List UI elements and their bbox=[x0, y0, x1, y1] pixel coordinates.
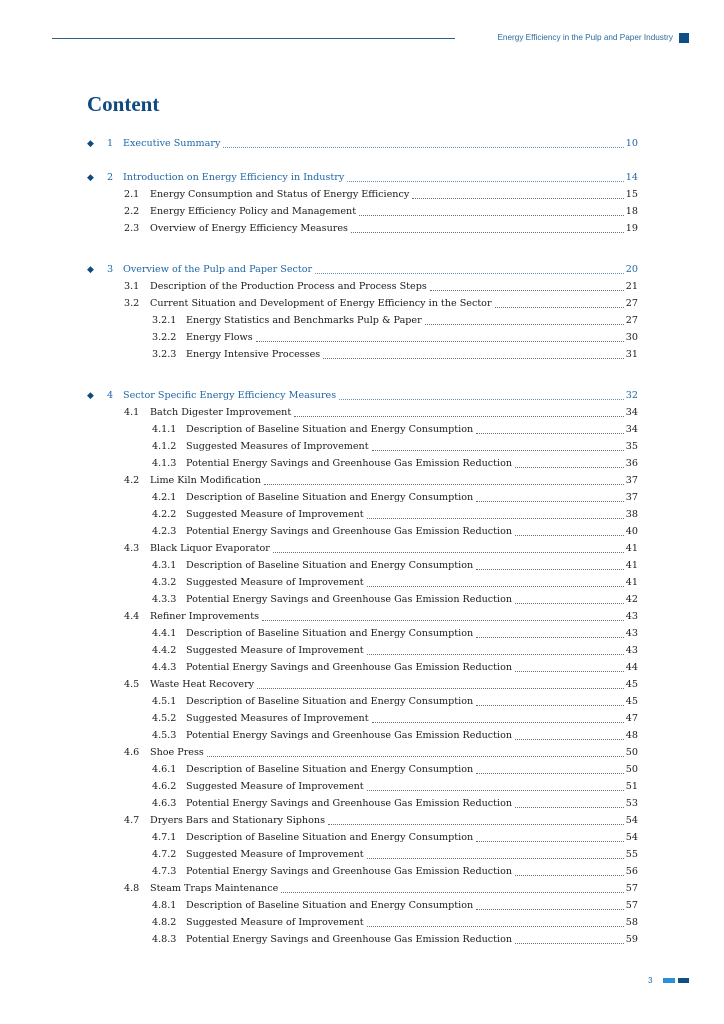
toc-page-number: 48 bbox=[625, 730, 638, 741]
toc-number: 4.2 bbox=[124, 475, 140, 486]
toc-page-number: 45 bbox=[625, 679, 638, 690]
toc-leader-dots bbox=[315, 272, 624, 274]
toc-entry[interactable] bbox=[124, 297, 638, 311]
toc-number: 4.3 bbox=[124, 543, 140, 554]
toc-page-number: 43 bbox=[625, 628, 638, 639]
toc-number: 2.2 bbox=[124, 206, 140, 217]
toc-entry[interactable] bbox=[152, 831, 638, 845]
toc-number: 4.7.3 bbox=[152, 866, 177, 877]
toc-page-number: 18 bbox=[625, 206, 638, 217]
toc-number: 4.1.2 bbox=[152, 441, 177, 452]
toc-leader-dots bbox=[476, 432, 624, 434]
toc-number: 4.4.3 bbox=[152, 662, 177, 673]
toc-number: 4.4.1 bbox=[152, 628, 177, 639]
toc-label: Description of Baseline Situation and Energy Consumption bbox=[186, 900, 474, 911]
toc-page-number: 15 bbox=[625, 189, 638, 200]
toc-number: 4.4 bbox=[124, 611, 140, 622]
toc-leader-dots bbox=[515, 874, 624, 876]
toc-number: 4.6.3 bbox=[152, 798, 177, 809]
toc-label: Suggested Measures of Improvement bbox=[186, 713, 369, 724]
toc-entry[interactable] bbox=[152, 440, 638, 454]
toc-leader-dots bbox=[425, 323, 624, 325]
toc-page-number: 10 bbox=[625, 138, 638, 149]
toc-entry[interactable] bbox=[152, 525, 638, 539]
toc-entry[interactable] bbox=[124, 678, 638, 692]
toc-label: Potential Energy Savings and Greenhouse Gas Emission Reduction bbox=[186, 594, 513, 605]
toc-entry[interactable] bbox=[152, 576, 638, 590]
toc-leader-dots bbox=[262, 619, 624, 621]
toc-number: 4.2.2 bbox=[152, 509, 177, 520]
toc-leader-dots bbox=[367, 925, 624, 927]
toc-leader-dots bbox=[515, 602, 624, 604]
toc-entry[interactable] bbox=[124, 188, 638, 202]
toc-page-number: 38 bbox=[625, 509, 638, 520]
toc-entry[interactable] bbox=[152, 348, 638, 362]
toc-entry[interactable] bbox=[124, 280, 638, 294]
footer-bar-light bbox=[663, 978, 675, 983]
toc-label: Dryers Bars and Stationary Siphons bbox=[150, 815, 325, 826]
toc-number: 4.8.1 bbox=[152, 900, 177, 911]
toc-label: Suggested Measure of Improvement bbox=[186, 781, 364, 792]
toc-label: Energy Intensive Processes bbox=[186, 349, 321, 360]
toc-leader-dots bbox=[515, 738, 624, 740]
toc-leader-dots bbox=[339, 398, 624, 400]
toc-leader-dots bbox=[372, 721, 624, 723]
toc-entry[interactable] bbox=[124, 205, 638, 219]
toc-entry[interactable] bbox=[152, 644, 638, 658]
toc-label: Energy Statistics and Benchmarks Pulp & Paper bbox=[186, 315, 422, 326]
toc-page-number: 41 bbox=[625, 577, 638, 588]
toc-leader-dots bbox=[367, 653, 624, 655]
toc-leader-dots bbox=[281, 891, 624, 893]
toc-label: Suggested Measure of Improvement bbox=[186, 509, 364, 520]
toc-page-number: 37 bbox=[625, 475, 638, 486]
toc-number: 4.8 bbox=[124, 883, 140, 894]
toc-label: Description of Baseline Situation and Energy Consumption bbox=[186, 764, 474, 775]
toc-page-number: 53 bbox=[625, 798, 638, 809]
toc-page-number: 50 bbox=[625, 764, 638, 775]
toc-number: 4 bbox=[107, 390, 114, 401]
toc-entry[interactable] bbox=[124, 406, 638, 420]
toc-entry[interactable] bbox=[107, 171, 638, 185]
toc-entry[interactable] bbox=[152, 695, 638, 709]
toc-entry[interactable] bbox=[124, 814, 638, 828]
toc-page-number: 43 bbox=[625, 645, 638, 656]
toc-number: 1 bbox=[107, 138, 114, 149]
toc-label: Description of Baseline Situation and Energy Consumption bbox=[186, 492, 474, 503]
toc-entry[interactable] bbox=[152, 593, 638, 607]
toc-leader-dots bbox=[476, 704, 624, 706]
toc-page-number: 55 bbox=[625, 849, 638, 860]
toc-page-number: 44 bbox=[625, 662, 638, 673]
toc-number: 2.1 bbox=[124, 189, 140, 200]
toc-label: Description of Baseline Situation and Energy Consumption bbox=[186, 628, 474, 639]
toc-number: 3 bbox=[107, 264, 114, 275]
toc-entry[interactable] bbox=[152, 627, 638, 641]
toc-entry[interactable] bbox=[152, 916, 638, 930]
toc-entry[interactable] bbox=[107, 263, 638, 277]
toc-number: 3.2 bbox=[124, 298, 140, 309]
toc-number: 3.2.3 bbox=[152, 349, 177, 360]
toc-entry[interactable] bbox=[124, 610, 638, 624]
toc-page-number: 35 bbox=[625, 441, 638, 452]
toc-entry[interactable] bbox=[107, 137, 638, 151]
toc-number: 4.3.1 bbox=[152, 560, 177, 571]
toc-number: 4.4.2 bbox=[152, 645, 177, 656]
toc-leader-dots bbox=[476, 840, 624, 842]
toc-leader-dots bbox=[476, 500, 624, 502]
toc-page-number: 56 bbox=[625, 866, 638, 877]
toc-page-number: 31 bbox=[625, 349, 638, 360]
toc-entry[interactable] bbox=[152, 491, 638, 505]
toc-number: 4.8.3 bbox=[152, 934, 177, 945]
toc-label: Black Liquor Evaporator bbox=[150, 543, 270, 554]
toc-page-number: 34 bbox=[625, 424, 638, 435]
toc-number: 4.7.2 bbox=[152, 849, 177, 860]
toc-label: Description of Baseline Situation and Energy Consumption bbox=[186, 696, 474, 707]
toc-leader-dots bbox=[294, 415, 624, 417]
toc-label: Overview of the Pulp and Paper Sector bbox=[123, 264, 313, 275]
toc-entry[interactable] bbox=[152, 331, 638, 345]
toc-entry[interactable] bbox=[107, 389, 638, 403]
toc-page-number: 57 bbox=[625, 900, 638, 911]
toc-leader-dots bbox=[515, 806, 624, 808]
toc-leader-dots bbox=[372, 449, 624, 451]
toc-entry[interactable] bbox=[152, 865, 638, 879]
toc-page-number: 21 bbox=[625, 281, 638, 292]
toc-number: 4.2.1 bbox=[152, 492, 177, 503]
toc-leader-dots bbox=[207, 755, 624, 757]
toc-leader-dots bbox=[223, 146, 623, 148]
toc-label: Steam Traps Maintenance bbox=[150, 883, 279, 894]
toc-number: 2 bbox=[107, 172, 114, 183]
toc-leader-dots bbox=[430, 289, 624, 291]
toc-entry[interactable] bbox=[152, 314, 638, 328]
toc-leader-dots bbox=[256, 340, 624, 342]
toc-leader-dots bbox=[367, 517, 624, 519]
diamond-icon: ◆ bbox=[87, 391, 94, 401]
toc-leader-dots bbox=[257, 687, 624, 689]
toc-number: 4.5 bbox=[124, 679, 140, 690]
toc-label: Batch Digester Improvement bbox=[150, 407, 292, 418]
toc-leader-dots bbox=[476, 772, 624, 774]
toc-page-number: 54 bbox=[625, 815, 638, 826]
toc-leader-dots bbox=[367, 789, 624, 791]
toc-page-number: 57 bbox=[625, 883, 638, 894]
toc-leader-dots bbox=[264, 483, 624, 485]
toc-page-number: 58 bbox=[625, 917, 638, 928]
toc-number: 3.2.1 bbox=[152, 315, 177, 326]
toc-label: Energy Efficiency Policy and Management bbox=[150, 206, 357, 217]
toc-label: Potential Energy Savings and Greenhouse Gas Emission Reduction bbox=[186, 934, 513, 945]
toc-leader-dots bbox=[412, 197, 624, 199]
toc-entry[interactable] bbox=[152, 508, 638, 522]
toc-page-number: 37 bbox=[625, 492, 638, 503]
toc-number: 4.8.2 bbox=[152, 917, 177, 928]
toc-number: 4.5.1 bbox=[152, 696, 177, 707]
toc-leader-dots bbox=[515, 942, 624, 944]
toc-entry[interactable] bbox=[152, 848, 638, 862]
toc-leader-dots bbox=[359, 214, 624, 216]
toc-label: Description of Baseline Situation and Energy Consumption bbox=[186, 560, 474, 571]
toc-page-number: 50 bbox=[625, 747, 638, 758]
toc-page-number: 47 bbox=[625, 713, 638, 724]
toc-leader-dots bbox=[515, 466, 624, 468]
toc-label: Waste Heat Recovery bbox=[150, 679, 255, 690]
toc-number: 4.1 bbox=[124, 407, 140, 418]
toc-page-number: 27 bbox=[625, 315, 638, 326]
toc-label: Potential Energy Savings and Greenhouse Gas Emission Reduction bbox=[186, 458, 513, 469]
toc-leader-dots bbox=[495, 306, 624, 308]
toc-leader-dots bbox=[476, 636, 624, 638]
toc-page-number: 59 bbox=[625, 934, 638, 945]
toc-label: Introduction on Energy Efficiency in Industry bbox=[123, 172, 345, 183]
toc-label: Description of Baseline Situation and Energy Consumption bbox=[186, 832, 474, 843]
toc-page-number: 19 bbox=[625, 223, 638, 234]
toc-page-number: 54 bbox=[625, 832, 638, 843]
toc-page-number: 45 bbox=[625, 696, 638, 707]
toc-label: Energy Consumption and Status of Energy Efficiency bbox=[150, 189, 410, 200]
toc-page-number: 36 bbox=[625, 458, 638, 469]
toc-entry[interactable] bbox=[152, 423, 638, 437]
toc-page-number: 43 bbox=[625, 611, 638, 622]
toc-entry[interactable] bbox=[152, 899, 638, 913]
running-header: Energy Efficiency in the Pulp and Paper Industry bbox=[497, 33, 673, 42]
toc-leader-dots bbox=[367, 585, 624, 587]
toc-number: 4.1.1 bbox=[152, 424, 177, 435]
toc-number: 4.6 bbox=[124, 747, 140, 758]
toc-leader-dots bbox=[476, 908, 624, 910]
toc-number: 2.3 bbox=[124, 223, 140, 234]
toc-page-number: 42 bbox=[625, 594, 638, 605]
toc-entry[interactable] bbox=[152, 559, 638, 573]
toc-number: 4.3.3 bbox=[152, 594, 177, 605]
footer-bar-dark bbox=[678, 978, 689, 983]
toc-leader-dots bbox=[323, 357, 624, 359]
toc-leader-dots bbox=[476, 568, 624, 570]
toc-entry[interactable] bbox=[152, 729, 638, 743]
page-title: Content bbox=[87, 92, 160, 116]
toc-label: Potential Energy Savings and Greenhouse Gas Emission Reduction bbox=[186, 730, 513, 741]
toc-number: 4.3.2 bbox=[152, 577, 177, 588]
toc-page-number: 20 bbox=[625, 264, 638, 275]
toc-label: Description of Baseline Situation and Energy Consumption bbox=[186, 424, 474, 435]
toc-label: Potential Energy Savings and Greenhouse Gas Emission Reduction bbox=[186, 662, 513, 673]
toc-label: Suggested Measure of Improvement bbox=[186, 645, 364, 656]
toc-label: Lime Kiln Modification bbox=[150, 475, 261, 486]
toc-page-number: 41 bbox=[625, 560, 638, 571]
diamond-icon: ◆ bbox=[87, 173, 94, 183]
toc-label: Potential Energy Savings and Greenhouse Gas Emission Reduction bbox=[186, 866, 513, 877]
toc-entry[interactable] bbox=[124, 222, 638, 236]
toc-leader-dots bbox=[515, 534, 624, 536]
toc-number: 4.1.3 bbox=[152, 458, 177, 469]
toc-page-number: 41 bbox=[625, 543, 638, 554]
toc-entry[interactable] bbox=[152, 712, 638, 726]
toc-page-number: 27 bbox=[625, 298, 638, 309]
toc-entry[interactable] bbox=[152, 763, 638, 777]
toc-label: Executive Summary bbox=[123, 138, 221, 149]
toc-leader-dots bbox=[351, 231, 624, 233]
toc-entry[interactable] bbox=[124, 882, 638, 896]
toc-entry[interactable] bbox=[152, 780, 638, 794]
toc-entry[interactable] bbox=[152, 457, 638, 471]
toc-label: Refiner Improvements bbox=[150, 611, 260, 622]
toc-label: Description of the Production Process and Process Steps bbox=[150, 281, 427, 292]
page-number: 3 bbox=[648, 976, 653, 985]
toc-entry[interactable] bbox=[124, 542, 638, 556]
toc-number: 4.5.3 bbox=[152, 730, 177, 741]
toc-page-number: 32 bbox=[625, 390, 638, 401]
diamond-icon: ◆ bbox=[87, 265, 94, 275]
toc-leader-dots bbox=[273, 551, 624, 553]
toc-entry[interactable] bbox=[124, 746, 638, 760]
toc-number: 4.7 bbox=[124, 815, 140, 826]
toc-label: Potential Energy Savings and Greenhouse Gas Emission Reduction bbox=[186, 798, 513, 809]
toc-number: 4.2.3 bbox=[152, 526, 177, 537]
toc-number: 4.6.1 bbox=[152, 764, 177, 775]
toc-number: 4.7.1 bbox=[152, 832, 177, 843]
toc-number: 4.5.2 bbox=[152, 713, 177, 724]
toc-leader-dots bbox=[328, 823, 624, 825]
toc-label: Shoe Press bbox=[150, 747, 204, 758]
toc-label: Energy Flows bbox=[186, 332, 253, 343]
toc-page-number: 40 bbox=[625, 526, 638, 537]
toc-page-number: 30 bbox=[625, 332, 638, 343]
toc-label: Overview of Energy Efficiency Measures bbox=[150, 223, 348, 234]
toc-page-number: 14 bbox=[625, 172, 638, 183]
toc-leader-dots bbox=[515, 670, 624, 672]
toc-label: Suggested Measure of Improvement bbox=[186, 577, 364, 588]
toc-label: Suggested Measures of Improvement bbox=[186, 441, 369, 452]
toc-number: 4.6.2 bbox=[152, 781, 177, 792]
toc-entry[interactable] bbox=[124, 474, 638, 488]
toc-number: 3.1 bbox=[124, 281, 140, 292]
toc-leader-dots bbox=[367, 857, 624, 859]
toc-label: Suggested Measure of Improvement bbox=[186, 917, 364, 928]
toc-leader-dots bbox=[347, 180, 624, 182]
toc-page-number: 34 bbox=[625, 407, 638, 418]
toc-label: Potential Energy Savings and Greenhouse Gas Emission Reduction bbox=[186, 526, 513, 537]
toc-entry[interactable] bbox=[152, 661, 638, 675]
toc-page-number: 51 bbox=[625, 781, 638, 792]
toc-label: Current Situation and Development of Energy Efficiency in the Sector bbox=[150, 298, 492, 309]
diamond-icon: ◆ bbox=[87, 139, 94, 149]
toc-number: 3.2.2 bbox=[152, 332, 177, 343]
toc-label: Suggested Measure of Improvement bbox=[186, 849, 364, 860]
toc-entry[interactable] bbox=[152, 933, 638, 947]
toc-entry[interactable] bbox=[152, 797, 638, 811]
toc-label: Sector Specific Energy Efficiency Measures bbox=[123, 390, 337, 401]
